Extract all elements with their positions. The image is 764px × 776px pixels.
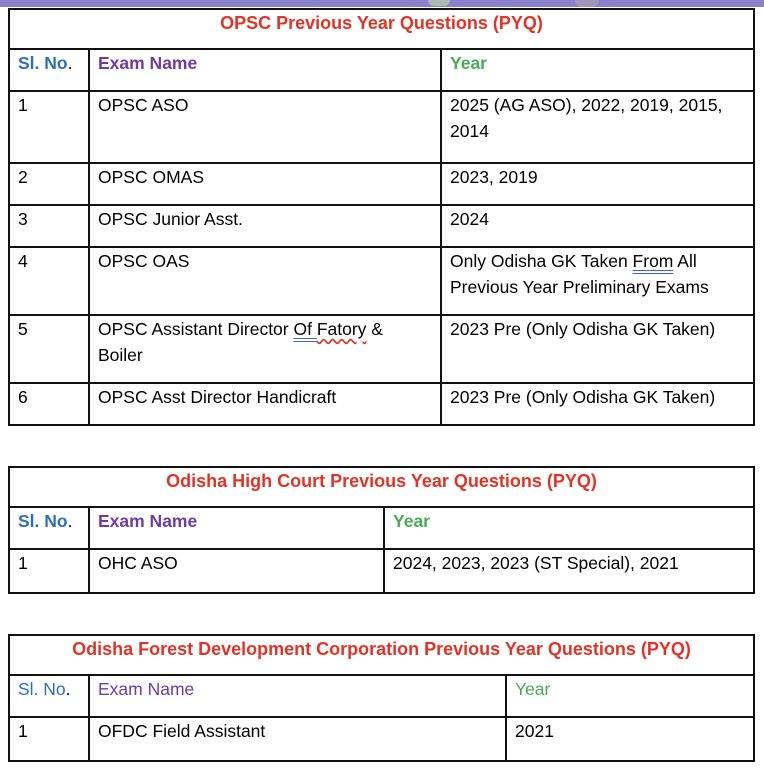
table-row xyxy=(9,315,754,383)
cell-year: 2023 Pre (Only Odisha GK Taken) xyxy=(441,383,754,425)
header-year: Year xyxy=(506,675,754,717)
table-title: Odisha Forest Development Corporation Previous Year Questions (PYQ) xyxy=(9,635,754,675)
grammar-flagged-word[interactable]: From xyxy=(632,251,674,271)
header-sl-no xyxy=(9,675,89,717)
ohc-pyq-table xyxy=(8,466,755,594)
cell-exam-name xyxy=(89,315,441,383)
cell-exam-name: OFDC Field Assistant xyxy=(89,717,506,761)
header-sl-no-dot: . xyxy=(67,53,73,73)
cell-exam-name: OPSC Junior Asst. xyxy=(89,205,441,247)
table-row xyxy=(9,383,754,425)
cell-year: 2024 xyxy=(441,205,754,247)
spelling-flagged-word[interactable]: Fatory xyxy=(316,319,367,339)
table-row xyxy=(9,91,754,163)
cell-exam-name: OPSC OAS xyxy=(89,247,441,315)
table-row xyxy=(9,717,754,761)
cell-year: 2025 (AG ASO), 2022, 2019, 2015, 2014 xyxy=(441,91,754,163)
table-header-row xyxy=(9,507,754,549)
banner-graphic xyxy=(428,0,450,6)
cell-year: 2023, 2019 xyxy=(441,163,754,205)
top-banner-strip xyxy=(0,0,764,7)
cell-year: 2023 Pre (Only Odisha GK Taken) xyxy=(441,315,754,383)
header-sl-no-dot: . xyxy=(65,679,71,699)
header-exam-name: Exam Name xyxy=(89,675,506,717)
header-sl-no-text: Sl. No xyxy=(18,679,66,699)
table-title: Odisha High Court Previous Year Questions (PYQ) xyxy=(9,467,754,507)
grammar-flagged-word[interactable]: Of xyxy=(293,319,317,339)
table-title-row xyxy=(9,467,754,507)
header-exam-name: Exam Name xyxy=(89,49,441,91)
table-title: OPSC Previous Year Questions (PYQ) xyxy=(9,9,754,49)
cell-sl-no: 4 xyxy=(9,247,89,315)
cell-sl-no: 1 xyxy=(9,717,89,761)
cell-sl-no: 5 xyxy=(9,315,89,383)
header-year: Year xyxy=(384,507,754,549)
header-sl-no-text: Sl. No xyxy=(18,511,68,531)
cell-sl-no: 2 xyxy=(9,163,89,205)
cell-year xyxy=(441,247,754,315)
header-sl-no-text: Sl. No xyxy=(18,53,68,73)
cell-exam-name: OPSC Asst Director Handicraft xyxy=(89,383,441,425)
ofdc-pyq-table xyxy=(8,634,755,762)
cell-exam-name: OPSC OMAS xyxy=(89,163,441,205)
table-title-row xyxy=(9,9,754,49)
table-header-row xyxy=(9,675,754,717)
header-sl-no xyxy=(9,507,89,549)
table-header-row xyxy=(9,49,754,91)
header-exam-name: Exam Name xyxy=(89,507,384,549)
table-title-row xyxy=(9,635,754,675)
cell-year: 2021 xyxy=(506,717,754,761)
table-row xyxy=(9,163,754,205)
cell-sl-no: 1 xyxy=(9,549,89,593)
table-row xyxy=(9,247,754,315)
header-year: Year xyxy=(441,49,754,91)
table-row xyxy=(9,549,754,593)
header-sl-no-dot: . xyxy=(67,511,73,531)
year-text: All Previous Year Preliminary Exams xyxy=(450,251,709,297)
cell-sl-no: 6 xyxy=(9,383,89,425)
exam-text: OPSC Assistant Director xyxy=(98,319,294,339)
cell-exam-name: OHC ASO xyxy=(89,549,384,593)
cell-sl-no: 1 xyxy=(9,91,89,163)
table-row xyxy=(9,205,754,247)
cell-sl-no: 3 xyxy=(9,205,89,247)
exam-text: & Boiler xyxy=(98,319,383,365)
opsc-pyq-table xyxy=(8,8,755,426)
year-text: Only Odisha GK Taken xyxy=(450,251,633,271)
cell-exam-name: OPSC ASO xyxy=(89,91,441,163)
header-sl-no xyxy=(9,49,89,91)
banner-graphic xyxy=(575,0,599,7)
cell-year: 2024, 2023, 2023 (ST Special), 2021 xyxy=(384,549,754,593)
